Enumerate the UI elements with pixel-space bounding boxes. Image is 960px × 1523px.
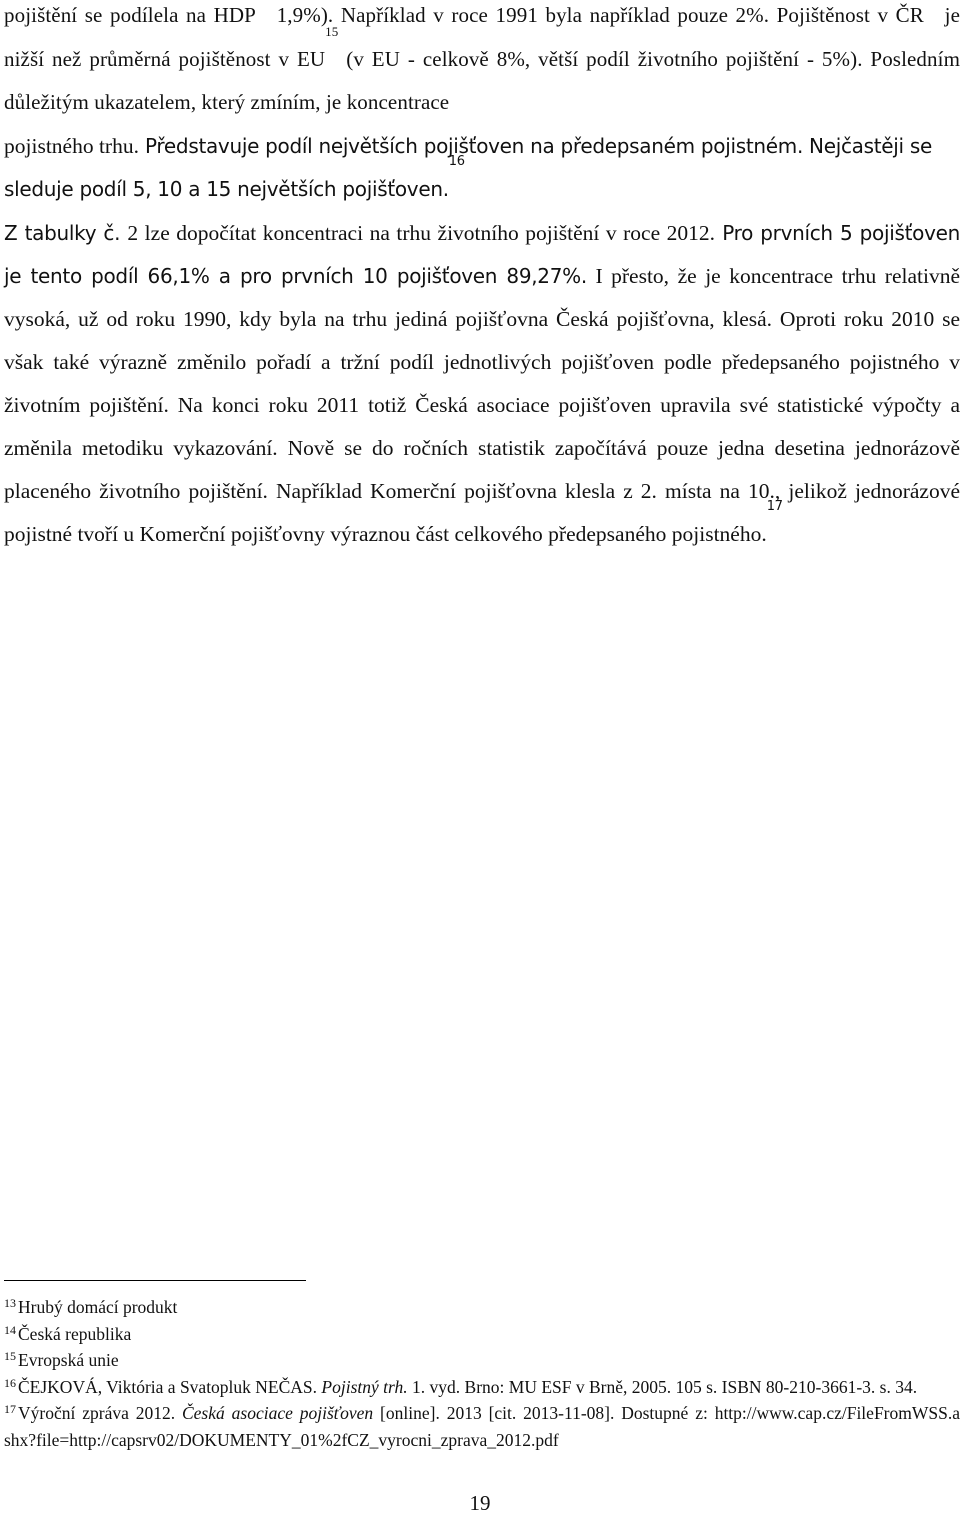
footnote-number: 15 [4, 1349, 16, 1363]
paragraph-2 [4, 125, 960, 212]
footnote-14 [4, 1322, 960, 1349]
footnote-number: 13 [4, 1296, 16, 1310]
paragraph-2-sans: Představuje podíl největších pojišťoven na předepsaném pojistném. Nejčastěji se sleduje podíl 5, 10 a 15 největších pojišťoven. [4, 133, 932, 201]
paragraph-3-sans: Z tabulky č. [4, 220, 128, 245]
footnote-ref-17[interactable]: 17 [766, 498, 783, 514]
footnote-text-post: 1. vyd. Brno: MU ESF v Brně, 2005. 105 s. ISBN 80-210-3661-3. s. 34. [407, 1376, 918, 1397]
footnote-15 [4, 1348, 960, 1375]
footnote-separator [4, 1280, 306, 1281]
paragraph-1 [4, 0, 960, 125]
footnotes [4, 1295, 960, 1452]
footnote-text-pre: ČEJKOVÁ, Viktória a Svatopluk NEČAS. [18, 1376, 322, 1397]
footnote-title: Pojistný trh. [321, 1376, 408, 1397]
paragraph-1-part-d: (v EU - celkově 8%, větší podíl životního pojištění - 5%). Posledním důležitým ukazatelem, který zmíním, je koncentrace [4, 46, 960, 114]
paragraph-1-part-a: pojištění se podílela na HDP [4, 3, 256, 27]
footnote-13 [4, 1295, 960, 1322]
footnote-16 [4, 1375, 960, 1402]
footnote-text: Česká republika [18, 1323, 132, 1344]
paragraph-1-part-b: 1,9%). Například v roce 1991 byla například pouze 2%. Pojištěnost v ČR [269, 3, 924, 27]
footnote-17 [4, 1401, 960, 1452]
paragraph-3 [4, 212, 960, 556]
paragraph-4-text: I přesto, že je koncentrace trhu relativně vysoká, už od roku 1990, kdy byla na trhu jediná pojišťovna Česká pojišťovna, klesá. Oproti roku 2010 se však také výrazně změnilo pořadí a tržní podíl jednotlivých pojišťoven podle předepsaného pojistného v životním pojištění. Na konci roku 2011 totiž Česká asociace pojišťoven upravila své statistické výpočty a změnila metodiku vykazování. Nově se do ročních statistik započítává pouze jedna desetina jednorázově placeného životního pojištění. Například Komerční pojišťovna klesla z 2. místa na 10., jelikož jednorázové pojistné tvoří u Komerční pojišťovny výraznou část celkového předepsaného pojistného. [4, 263, 960, 546]
paragraph-1-part-c: je nižší než průměrná pojištěnost v EU [4, 3, 960, 71]
footnote-text: Hrubý domácí produkt [18, 1297, 178, 1317]
footnote-ref-15[interactable]: 15 [325, 23, 339, 39]
footnote-number: 17 [4, 1402, 16, 1416]
footnote-text-pre: Výroční zpráva 2012. [18, 1403, 182, 1423]
body-text [4, 0, 960, 556]
footnote-title: Česká asociace pojišťoven [181, 1403, 374, 1423]
footnote-text: Evropská unie [18, 1350, 119, 1370]
footnote-ref-16[interactable]: 16 [448, 154, 465, 169]
paragraph-3-sans2: Pro prvních 5 pojišťoven je tento podíl 66,1% a pro prvních 10 pojišťoven 89,27%. [4, 220, 960, 288]
footnote-number: 16 [4, 1375, 16, 1390]
paragraph-3-serif: 2 lze dopočítat koncentraci na trhu životního pojištění v roce 2012. [127, 220, 716, 245]
page-number: 19 [469, 1491, 491, 1515]
paragraph-2-serif: pojistného trhu. [4, 133, 139, 158]
footnote-number: 14 [4, 1322, 16, 1337]
footnote-text-post[interactable]: [online]. 2013 [cit. 2013-11-08]. Dostupné z: http://www.cap.cz/FileFromWSS.ashx?file=http://capsrv02/DOKUMENTY_01%2fCZ_vyrocni_zprava_2012.pdf [4, 1403, 960, 1450]
